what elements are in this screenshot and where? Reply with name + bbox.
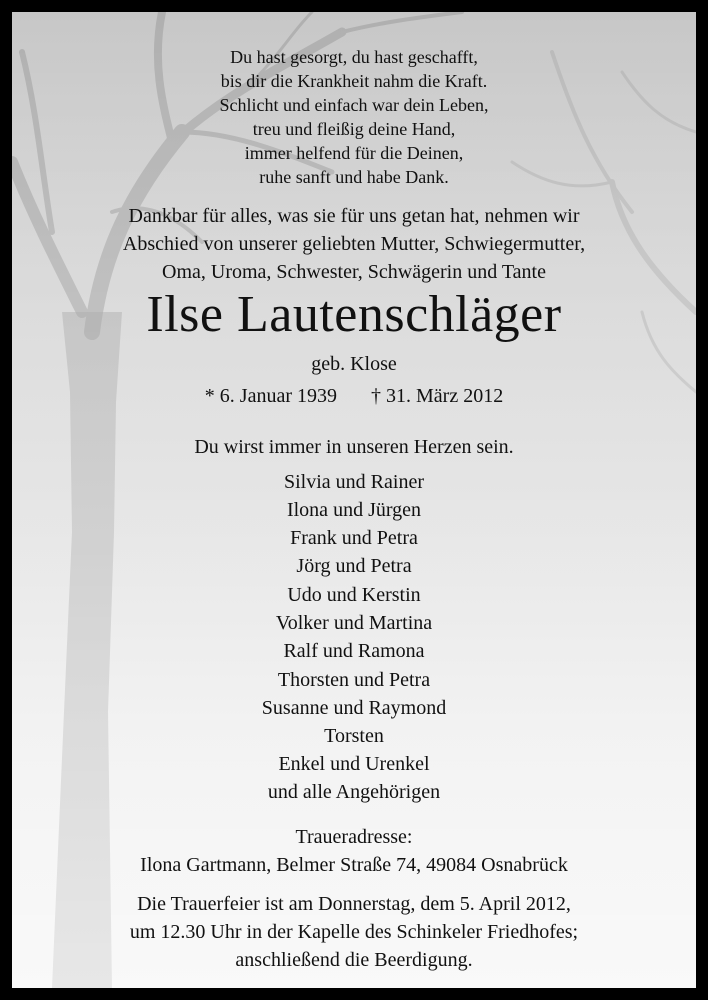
family-member: Enkel und Urenkel	[278, 753, 430, 775]
poem-line: bis dir die Krankheit nahm die Kraft.	[220, 71, 488, 91]
life-dates	[12, 383, 696, 409]
poem-line: Schlicht und einfach war dein Leben,	[219, 95, 489, 115]
death-date: † 31. März 2012	[371, 385, 504, 407]
family-member: Susanne und Raymond	[261, 697, 447, 719]
obituary-content	[12, 12, 696, 988]
funeral-info-line: Die Trauerfeier ist am Donnerstag, dem 5. April 2012,	[137, 893, 571, 915]
intro-line: Abschied von unserer geliebten Mutter, Schwiegermutter,	[122, 233, 586, 255]
funeral-info-line: anschließend die Beerdigung.	[235, 949, 473, 971]
funeral-info-line: um 12.30 Uhr in der Kapelle des Schinkeler Friedhofes;	[129, 921, 579, 943]
family-member: Jörg und Petra	[296, 555, 412, 577]
family-member: Ralf und Ramona	[283, 640, 425, 662]
family-member: und alle Angehörigen	[267, 781, 441, 803]
poem-line: ruhe sanft und habe Dank.	[259, 167, 449, 187]
poem-line: immer helfend für die Deinen,	[244, 143, 464, 163]
family-member: Udo und Kerstin	[287, 584, 421, 606]
birth-name: geb. Klose	[311, 353, 397, 375]
mourning-address: Ilona Gartmann, Belmer Straße 74, 49084 Osnabrück	[140, 854, 568, 876]
deceased-name: Ilse Lautenschläger	[146, 286, 562, 343]
mourning-address-label: Traueradresse:	[295, 826, 413, 848]
poem-line: Du hast gesorgt, du hast geschafft,	[230, 47, 478, 67]
intro-line: Oma, Uroma, Schwester, Schwägerin und Tante	[162, 261, 546, 283]
poem-line: treu und fleißig deine Hand,	[252, 119, 456, 139]
family-member: Silvia und Rainer	[284, 471, 424, 493]
family-member: Ilona und Jürgen	[286, 499, 422, 521]
family-member: Torsten	[324, 725, 384, 747]
intro-line: Dankbar für alles, was sie für uns getan hat, nehmen wir	[128, 205, 580, 227]
family-member: Volker und Martina	[275, 612, 433, 634]
family-member: Thorsten und Petra	[277, 669, 431, 691]
family-member: Frank und Petra	[290, 527, 418, 549]
birth-date: * 6. Januar 1939	[204, 385, 337, 407]
memorial-motto: Du wirst immer in unseren Herzen sein.	[194, 436, 514, 458]
